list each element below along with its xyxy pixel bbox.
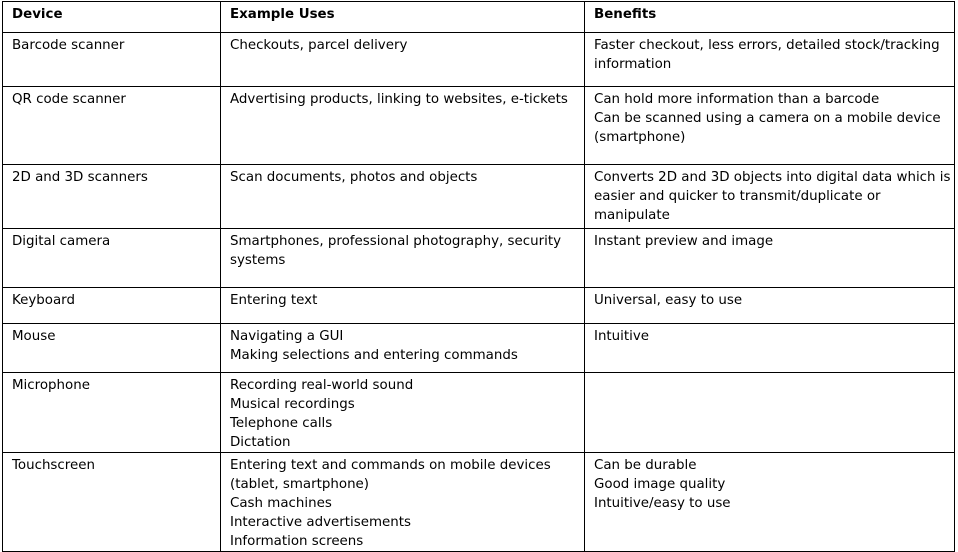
device-cell: [3, 324, 221, 373]
device-name: Mouse: [12, 329, 56, 344]
use-line: Navigating a GUI: [230, 329, 344, 344]
device-cell: [3, 165, 221, 229]
uses-cell: [221, 373, 585, 453]
uses-cell: [221, 288, 585, 324]
benefit-line: Intuitive: [594, 329, 650, 344]
use-line: Information screens: [230, 534, 364, 549]
use-line: Smartphones, professional photography, security: [230, 234, 562, 249]
benefits-cell: [585, 87, 955, 165]
benefits-cell: [585, 453, 955, 552]
benefit-line: Faster checkout, less errors, detailed stock/tracking: [594, 38, 940, 53]
table-row: [3, 229, 955, 288]
benefits-cell: [585, 288, 955, 324]
device-cell: [3, 373, 221, 453]
device-name: Barcode scanner: [12, 38, 125, 53]
benefit-line: Can hold more information than a barcode: [594, 92, 880, 107]
use-line: Interactive advertisements: [230, 515, 411, 530]
use-line: Making selections and entering commands: [230, 348, 518, 363]
use-line: systems: [230, 253, 286, 268]
benefits-cell: [585, 165, 955, 229]
device-table: [2, 1, 955, 552]
use-line: Scan documents, photos and objects: [230, 170, 478, 185]
device-cell: [3, 87, 221, 165]
table-row: [3, 33, 955, 87]
header-row: [3, 2, 955, 33]
device-name: Microphone: [12, 378, 90, 393]
uses-cell: [221, 229, 585, 288]
benefit-line: manipulate: [594, 208, 670, 223]
table-row: [3, 373, 955, 453]
benefit-line: Can be durable: [594, 458, 697, 473]
use-line: Telephone calls: [230, 416, 333, 431]
device-cell: [3, 288, 221, 324]
benefits-cell: [585, 33, 955, 87]
uses-cell: [221, 165, 585, 229]
benefit-line: information: [594, 57, 672, 72]
table-row: [3, 288, 955, 324]
benefits-cell: [585, 324, 955, 373]
device-cell: [3, 33, 221, 87]
table-row: [3, 324, 955, 373]
benefit-line: easier and quicker to transmit/duplicate or: [594, 189, 881, 204]
device-name: Keyboard: [12, 293, 75, 308]
use-line: Dictation: [230, 435, 291, 450]
use-line: Cash machines: [230, 496, 332, 511]
benefits-cell: [585, 229, 955, 288]
benefit-line: Universal, easy to use: [594, 293, 743, 308]
benefit-line: Intuitive/easy to use: [594, 496, 731, 511]
use-line: Recording real-world sound: [230, 378, 414, 393]
header-device: Device: [3, 2, 221, 33]
use-line: Advertising products, linking to websites, e-tickets: [230, 92, 568, 107]
device-name: 2D and 3D scanners: [12, 170, 148, 185]
benefit-line: Good image quality: [594, 477, 726, 492]
table-row: [3, 165, 955, 229]
use-line: Musical recordings: [230, 397, 355, 412]
table-row: [3, 453, 955, 552]
device-name: Digital camera: [12, 234, 111, 249]
uses-cell: [221, 324, 585, 373]
benefits-cell: [585, 373, 955, 453]
benefit-line: Can be scanned using a camera on a mobile device: [594, 111, 941, 126]
table-body: [3, 33, 955, 552]
header-example-uses: Example Uses: [221, 2, 585, 33]
device-cell: [3, 229, 221, 288]
use-line: Entering text and commands on mobile devices: [230, 458, 551, 473]
uses-cell: [221, 453, 585, 552]
device-name: Touchscreen: [12, 458, 95, 473]
benefit-line: (smartphone): [594, 130, 686, 145]
device-name: QR code scanner: [12, 92, 126, 107]
use-line: Checkouts, parcel delivery: [230, 38, 408, 53]
use-line: (tablet, smartphone): [230, 477, 370, 492]
benefit-line: Instant preview and image: [594, 234, 774, 249]
use-line: Entering text: [230, 293, 318, 308]
uses-cell: [221, 33, 585, 87]
uses-cell: [221, 87, 585, 165]
header-benefits: Benefits: [585, 2, 955, 33]
table-row: [3, 87, 955, 165]
benefit-line: Converts 2D and 3D objects into digital data which is: [594, 170, 951, 185]
device-cell: [3, 453, 221, 552]
